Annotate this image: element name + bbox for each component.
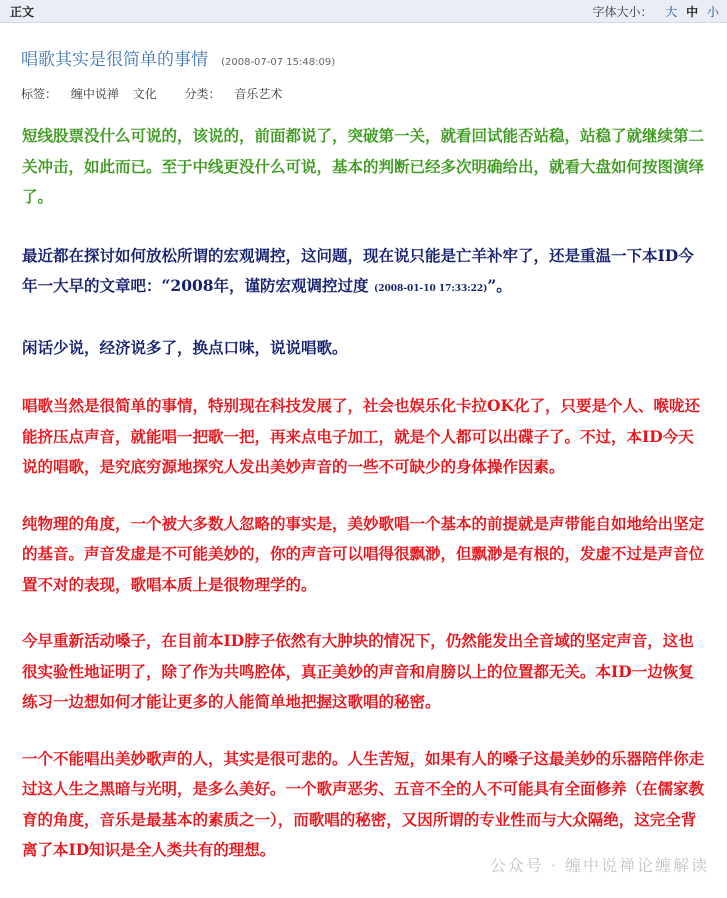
font-size-label: 字体大小： <box>592 5 653 19</box>
font-size-selector <box>592 3 719 20</box>
paragraph-text: 最近都在探讨如何放松所谓的宏观调控，这问题，现在说只能是亡羊补牢了，还是重温一下本ID今年一大早的文章吧：“2008年，谨防宏观调控过度 <box>22 245 694 295</box>
tag-link[interactable]: 文化 <box>132 87 157 101</box>
section-title: 正文 <box>10 5 35 19</box>
category-link[interactable]: 音乐艺术 <box>234 87 283 101</box>
paragraph: 闲话少说，经济说多了，换点口味，说说唱歌。 <box>22 337 348 357</box>
inline-date: (2008-01-10 17:33:22) <box>373 284 488 294</box>
paragraph: 今早重新活动嗓子，在目前本ID脖子依然有大肿块的情况下，仍然能发出全音域的坚定声音，这也很实验性地证明了，除了作为共鸣腔体，真正美妙的声音和肩膀以上的位置都无关。本ID一边恢复练习一边想如何才能让更多的人能简单地把握这歌唱的秘密。 <box>22 631 694 711</box>
paragraph: 纯物理的角度，一个被大多数人忽略的事实是，美妙歌唱一个基本的前提就是声带能自如地给出坚定的基音。声音发虚是不可能美妙的，你的声音可以唱得很飘渺，但飘渺是有根的，发虚不过是声音位置不对的表现，歌唱本质上是很物理学的。 <box>22 513 705 594</box>
post-date: (2008-07-07 15:48:09) <box>221 57 336 68</box>
paragraph: 一个不能唱出美妙歌声的人，其实是很可悲的。人生苦短，如果有人的嗓子这最美妙的乐器陪伴你走过这人生之黑暗与光明，是多么美好。一个歌声恶劣、五音不全的人不可能具有全面修养（在儒家教育的角度，音乐是最基本的素质之一），而歌唱的秘密，又因所谓的专业性而与大众隔绝，这完全背离了本ID知识是全人类共有的理想。 <box>22 748 705 859</box>
article-header-bar <box>0 0 727 23</box>
paragraph: 唱歌当然是很简单的事情，特别现在科技发展了，社会也娱乐化卡拉OK化了，只要是个人、喉咙还能挤压点声音，就能唱一把歌一把，再来点电子加工，就是个人都可以出碟子了。不过，本ID今天说的唱歌，是究底穷源地探究人发出美妙声音的一些不可缺少的身体操作因素。 <box>22 396 700 476</box>
tags-label: 标签： <box>21 87 58 101</box>
post-title: 唱歌其实是很简单的事情 <box>21 50 208 70</box>
paragraph <box>22 241 706 305</box>
category-label: 分类： <box>184 87 221 101</box>
article-body <box>22 121 706 866</box>
font-size-medium-link[interactable]: 中 <box>686 5 699 19</box>
post-meta <box>21 85 292 102</box>
tag-link[interactable]: 缠中说禅 <box>70 87 119 101</box>
watermark: 公众号 · 缠中说禅论缠解读 <box>489 856 709 875</box>
paragraph: 短线股票没什么可说的，该说的，前面都说了，突破第一关，就看回试能否站稳，站稳了就继续第二关冲击，如此而已。至于中线更没什么可说，基本的判断已经多次明确给出，就看大盘如何按图演绎了。 <box>22 126 705 206</box>
paragraph-text: ”。 <box>487 276 512 295</box>
font-size-large-link[interactable]: 大 <box>665 5 678 19</box>
font-size-small-link[interactable]: 小 <box>706 5 719 19</box>
post-title-row <box>21 45 335 70</box>
